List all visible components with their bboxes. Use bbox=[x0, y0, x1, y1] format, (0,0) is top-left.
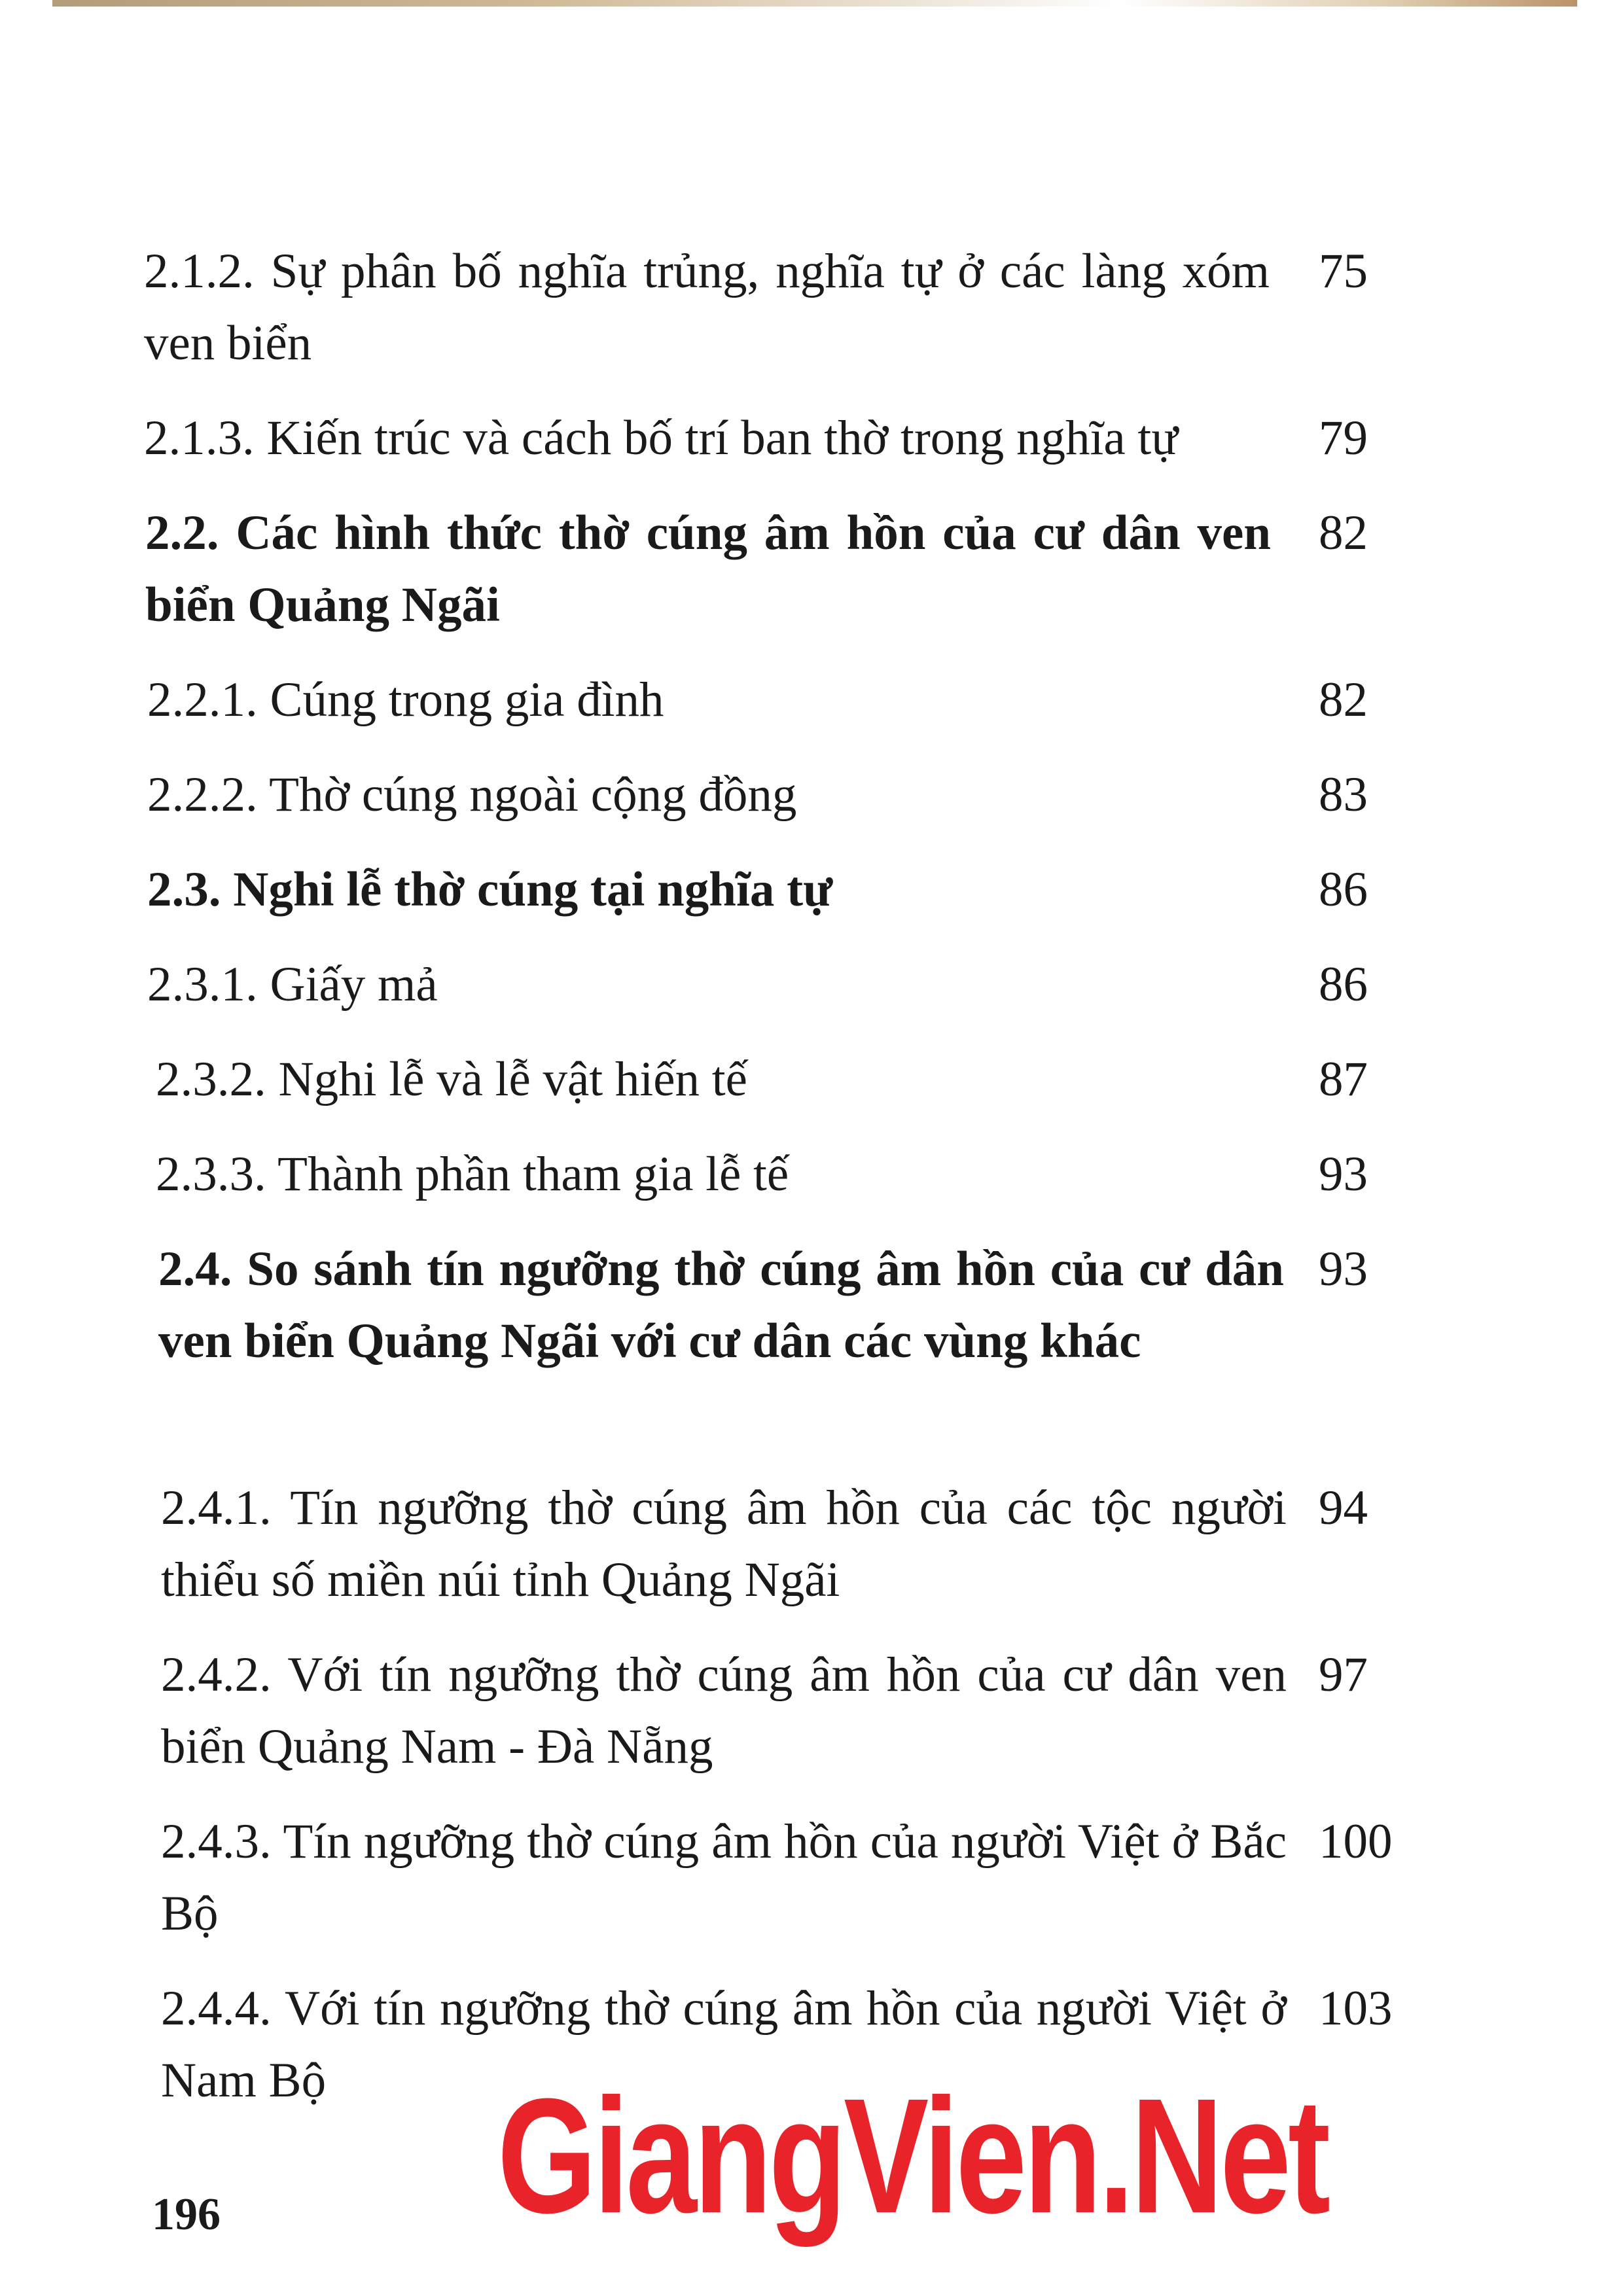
toc-entry-page: 103 bbox=[1319, 1981, 1393, 2036]
toc-entry-page: 79 bbox=[1319, 411, 1368, 465]
toc-entry-page: 83 bbox=[1319, 768, 1368, 822]
watermark-logo: GiangVien.Net bbox=[497, 2064, 1328, 2247]
page-top-edge bbox=[52, 0, 1577, 7]
toc-entry-title: 2.1.3. Kiến trúc và cách bố trí ban thờ trong nghĩa tự bbox=[144, 411, 1178, 465]
toc-entry-page: 94 bbox=[1319, 1481, 1368, 1535]
toc-entry-page: 93 bbox=[1319, 1147, 1368, 1201]
toc-entry-title: 2.4.4. Với tín ngưỡng thờ cúng âm hồn của người Việt ở Nam Bộ bbox=[161, 1981, 1287, 2108]
toc-entry-title: 2.3.2. Nghi lễ và lễ vật hiến tế bbox=[156, 1052, 747, 1106]
toc-entry-title: 2.2. Các hình thức thờ cúng âm hồn của cư dân ven biển Quảng Ngãi bbox=[145, 506, 1271, 632]
toc-entry-title: 2.3.1. Giấy mả bbox=[147, 957, 438, 1012]
toc-entry-page: 93 bbox=[1319, 1242, 1368, 1296]
toc-entry-title: 2.2.2. Thờ cúng ngoài cộng đồng bbox=[147, 768, 797, 822]
toc-entry-page: 86 bbox=[1319, 862, 1368, 917]
toc-entry-title: 2.3.3. Thành phần tham gia lễ tế bbox=[156, 1147, 789, 1201]
page-number: 196 bbox=[152, 2189, 221, 2240]
toc-entry-title: 2.4. So sánh tín ngưỡng thờ cúng âm hồn của cư dân ven biển Quảng Ngãi với cư dân các vùng khác bbox=[158, 1242, 1284, 1368]
toc-entry-title: 2.4.1. Tín ngưỡng thờ cúng âm hồn của các tộc người thiểu số miền núi tỉnh Quảng Ngãi bbox=[161, 1481, 1287, 1607]
toc-entry-title: 2.4.3. Tín ngưỡng thờ cúng âm hồn của người Việt ở Bắc Bộ bbox=[161, 1814, 1287, 1941]
toc-entry-title: 2.1.2. Sự phân bố nghĩa trủng, nghĩa tự ở các làng xóm ven biển bbox=[144, 244, 1270, 370]
toc-entry-page: 100 bbox=[1319, 1814, 1393, 1869]
toc-entry-page: 75 bbox=[1319, 244, 1368, 298]
toc-entry-page: 87 bbox=[1319, 1052, 1368, 1106]
toc-entry-page: 82 bbox=[1319, 506, 1368, 560]
toc-entry-page: 86 bbox=[1319, 957, 1368, 1012]
toc-entry-page: 97 bbox=[1319, 1648, 1368, 1702]
toc-entry-title: 2.3. Nghi lễ thờ cúng tại nghĩa tự bbox=[147, 862, 833, 917]
toc-entry-page: 82 bbox=[1319, 673, 1368, 727]
toc-entry-title: 2.4.2. Với tín ngưỡng thờ cúng âm hồn của cư dân ven biển Quảng Nam - Đà Nẵng bbox=[161, 1648, 1287, 1774]
toc-entry-title: 2.2.1. Cúng trong gia đình bbox=[147, 673, 664, 727]
